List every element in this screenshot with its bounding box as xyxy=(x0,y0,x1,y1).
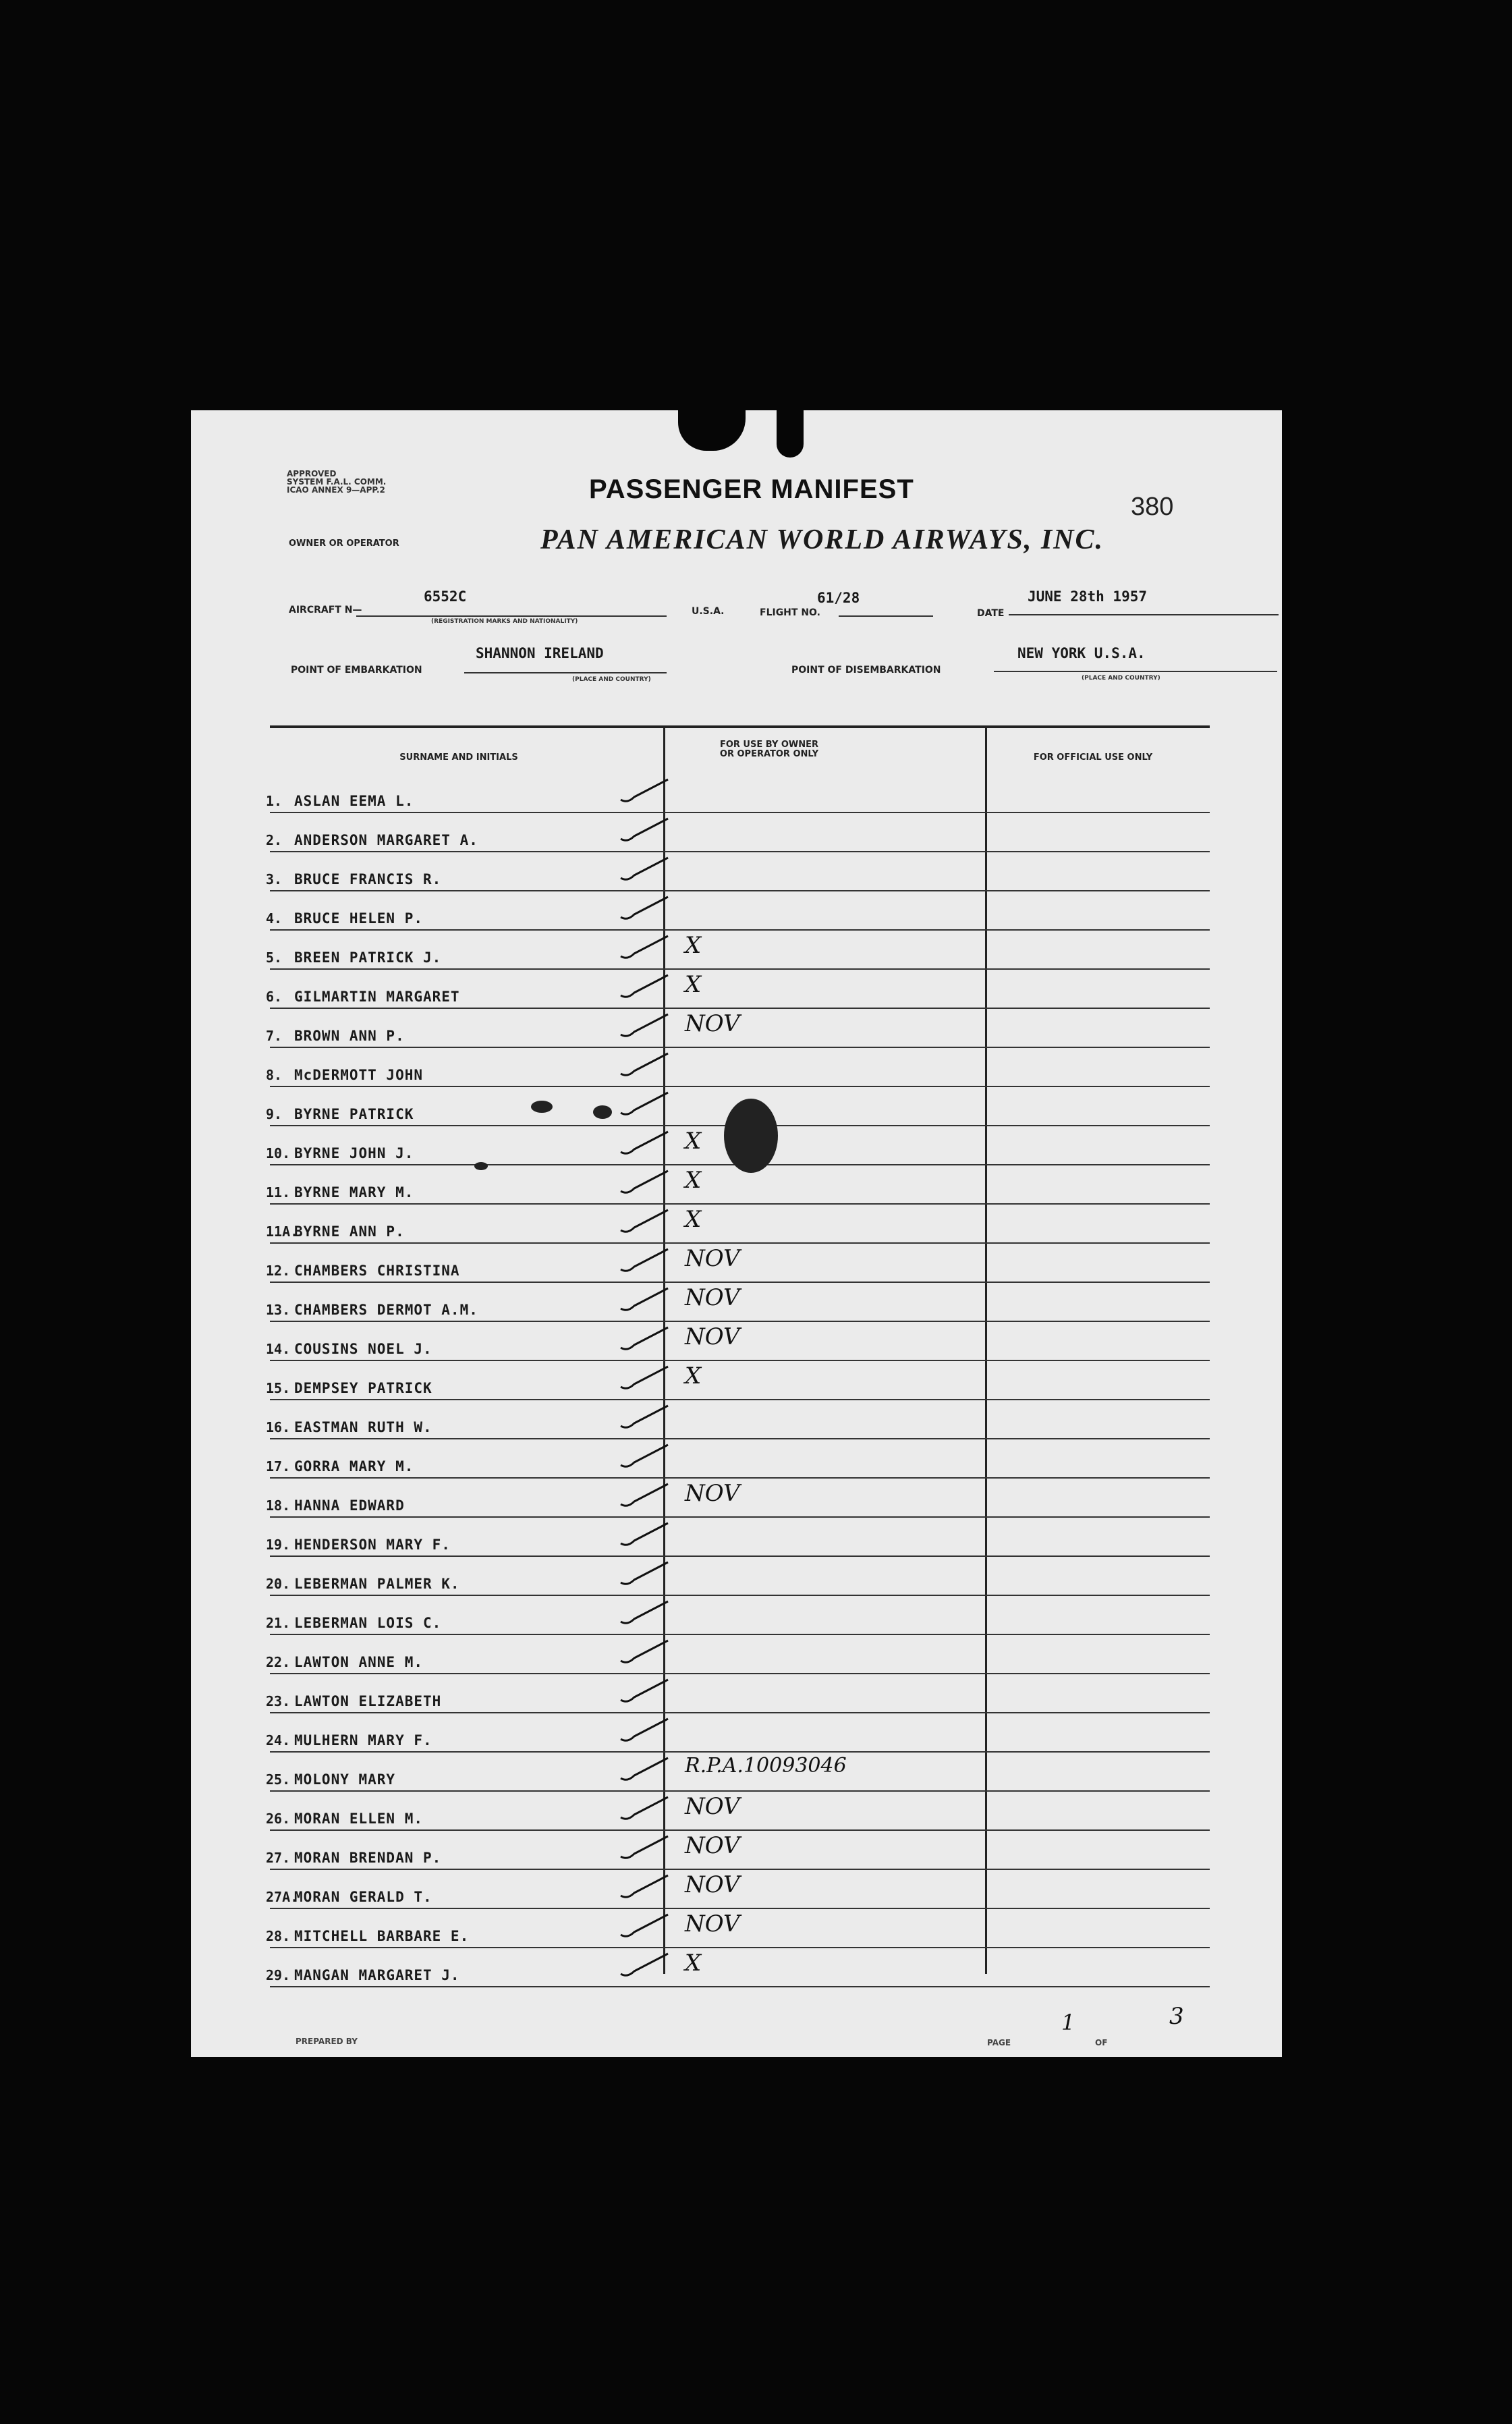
row-number: 23. xyxy=(266,1693,291,1709)
passenger-name: BRUCE HELEN P. xyxy=(294,910,424,927)
owner-mark: NOV xyxy=(685,1871,740,1898)
row-number: 5. xyxy=(266,949,283,966)
date-value: JUNE 28th 1957 xyxy=(1028,588,1148,605)
check-mark xyxy=(621,1523,668,1545)
of-value: 3 xyxy=(1169,2003,1184,2030)
row-number: 8. xyxy=(266,1067,283,1083)
flight-label: FLIGHT NO. xyxy=(760,607,820,618)
check-mark xyxy=(621,1445,668,1466)
row-number: 3. xyxy=(266,871,283,887)
row-number: 14. xyxy=(266,1341,291,1357)
embarkation-sub: (PLACE AND COUNTRY) xyxy=(572,676,651,683)
owner-mark: NOV xyxy=(685,1832,740,1859)
owner-mark: NOV xyxy=(685,1245,740,1272)
row-number: 15. xyxy=(266,1380,291,1396)
check-mark xyxy=(621,1562,668,1584)
owner-label: OWNER OR OPERATOR xyxy=(289,539,399,549)
col-official: FOR OFFICIAL USE ONLY xyxy=(1033,752,1153,763)
passenger-name: MULHERN MARY F. xyxy=(294,1732,432,1748)
check-mark xyxy=(621,1327,668,1349)
aircraft-sub: (REGISTRATION MARKS AND NATIONALITY) xyxy=(431,618,578,625)
check-mark xyxy=(621,1680,668,1701)
check-mark xyxy=(621,1210,668,1232)
ink-blot xyxy=(724,1099,778,1173)
aircraft-label: AIRCRAFT N— xyxy=(289,605,362,615)
check-mark xyxy=(621,1484,668,1506)
passenger-name: MITCHELL BARBARE E. xyxy=(294,1928,470,1944)
row-number: 13. xyxy=(266,1302,291,1318)
passenger-name: COUSINS NOEL J. xyxy=(294,1341,432,1357)
page-title: PASSENGER MANIFEST xyxy=(589,474,914,504)
row-number: 12. xyxy=(266,1263,291,1279)
owner-mark: X xyxy=(685,971,702,998)
approval-stamp: APPROVED SYSTEM F.A.L. COMM. ICAO ANNEX 9—APP.2 xyxy=(287,469,387,495)
row-number: 26. xyxy=(266,1811,291,1827)
page-label: PAGE xyxy=(987,2038,1011,2047)
row-number: 4. xyxy=(266,910,283,927)
passenger-name: LEBERMAN PALMER K. xyxy=(294,1576,460,1592)
check-mark xyxy=(621,779,668,801)
check-mark xyxy=(621,1954,668,1975)
check-mark xyxy=(621,858,668,879)
ink-blot xyxy=(593,1105,612,1119)
row-number: 29. xyxy=(266,1967,291,1983)
owner-mark: X xyxy=(685,1167,702,1194)
check-mark xyxy=(621,975,668,997)
passenger-name: GILMARTIN MARGARET xyxy=(294,989,460,1005)
disembarkation-label: POINT OF DISEMBARKATION xyxy=(791,665,941,676)
passenger-name: BROWN ANN P. xyxy=(294,1028,405,1044)
passenger-name: CHAMBERS CHRISTINA xyxy=(294,1263,460,1279)
row-number: 6. xyxy=(266,989,283,1005)
check-mark xyxy=(621,1367,668,1388)
disembarkation-value: NEW YORK U.S.A. xyxy=(1017,645,1146,661)
row-number: 11. xyxy=(266,1184,291,1201)
row-number: 21. xyxy=(266,1615,291,1631)
row-number: 27A. xyxy=(266,1889,299,1905)
of-label: OF xyxy=(1095,2038,1108,2047)
passenger-name: McDERMOTT JOHN xyxy=(294,1067,424,1083)
row-number: 28. xyxy=(266,1928,291,1944)
owner-mark: X xyxy=(685,932,702,959)
check-mark xyxy=(621,1014,668,1036)
passenger-name: EASTMAN RUTH W. xyxy=(294,1419,432,1435)
ink-blot xyxy=(474,1162,488,1170)
passenger-name: BYRNE ANN P. xyxy=(294,1223,405,1240)
row-number: 24. xyxy=(266,1732,291,1748)
owner-mark: NOV xyxy=(685,1480,740,1507)
row-number: 22. xyxy=(266,1654,291,1670)
check-mark xyxy=(621,1406,668,1427)
passenger-name: HENDERSON MARY F. xyxy=(294,1537,451,1553)
owner-mark: X xyxy=(685,1362,702,1389)
passenger-name: BYRNE MARY M. xyxy=(294,1184,414,1201)
row-number: 18. xyxy=(266,1497,291,1514)
check-mark xyxy=(621,1836,668,1858)
passenger-name: BREEN PATRICK J. xyxy=(294,949,442,966)
check-mark xyxy=(621,1053,668,1075)
passenger-name: MORAN ELLEN M. xyxy=(294,1811,424,1827)
page-number: 380 xyxy=(1131,493,1174,521)
check-mark xyxy=(621,1641,668,1662)
row-number: 19. xyxy=(266,1537,291,1553)
check-mark xyxy=(621,1132,668,1153)
owner-mark: NOV xyxy=(685,1323,740,1350)
passenger-name: BYRNE JOHN J. xyxy=(294,1145,414,1161)
passenger-name: LAWTON ANNE M. xyxy=(294,1654,424,1670)
row-number: 10. xyxy=(266,1145,291,1161)
passenger-name: MOLONY MARY xyxy=(294,1771,396,1788)
passenger-name: BRUCE FRANCIS R. xyxy=(294,871,442,887)
col-owner: FOR USE BY OWNER OR OPERATOR ONLY xyxy=(719,740,819,759)
owner-mark: X xyxy=(685,1950,702,1977)
row-number: 17. xyxy=(266,1458,291,1475)
check-mark xyxy=(621,1093,668,1114)
owner-mark: X xyxy=(685,1206,702,1233)
row-number: 20. xyxy=(266,1576,291,1592)
date-label: DATE xyxy=(977,608,1005,619)
check-mark xyxy=(621,1758,668,1780)
airline-name: PAN AMERICAN WORLD AIRWAYS, INC. xyxy=(540,524,1104,555)
passenger-name: MORAN GERALD T. xyxy=(294,1889,432,1905)
passenger-name: ANDERSON MARGARET A. xyxy=(294,832,478,848)
owner-mark: NOV xyxy=(685,1010,740,1037)
check-mark xyxy=(621,1288,668,1310)
row-number: 1. xyxy=(266,793,283,809)
passenger-name: MORAN BRENDAN P. xyxy=(294,1850,442,1866)
check-mark xyxy=(621,1915,668,1936)
owner-mark: NOV xyxy=(685,1284,740,1311)
check-mark xyxy=(621,1719,668,1740)
ink-blot xyxy=(531,1101,553,1113)
check-mark xyxy=(621,1601,668,1623)
passenger-name: LAWTON ELIZABETH xyxy=(294,1693,442,1709)
check-mark xyxy=(621,936,668,958)
owner-mark: NOV xyxy=(685,1793,740,1820)
row-number: 7. xyxy=(266,1028,283,1044)
page-value: 1 xyxy=(1061,2010,1075,2035)
manifest-sheet xyxy=(191,410,1282,2057)
embarkation-label: POINT OF EMBARKATION xyxy=(291,665,422,676)
check-mark xyxy=(621,897,668,918)
row-number: 16. xyxy=(266,1419,291,1435)
embarkation-value: SHANNON IRELAND xyxy=(476,645,604,661)
passenger-name: CHAMBERS DERMOT A.M. xyxy=(294,1302,478,1318)
passenger-name: DEMPSEY PATRICK xyxy=(294,1380,432,1396)
owner-mark: X xyxy=(685,1128,702,1155)
check-mark xyxy=(621,1249,668,1271)
disembarkation-sub: (PLACE AND COUNTRY) xyxy=(1082,675,1160,682)
passenger-name: GORRA MARY M. xyxy=(294,1458,414,1475)
check-mark xyxy=(621,1875,668,1897)
country-label: U.S.A. xyxy=(692,606,725,617)
check-mark xyxy=(621,1171,668,1192)
col-surname: SURNAME AND INITIALS xyxy=(399,752,518,763)
prepared-label: PREPARED BY xyxy=(296,2037,358,2046)
flight-value: 61/28 xyxy=(817,590,860,606)
row-number: 27. xyxy=(266,1850,291,1866)
check-mark xyxy=(621,1797,668,1819)
owner-mark: R.P.A.10093046 xyxy=(685,1754,847,1778)
passenger-name: MANGAN MARGARET J. xyxy=(294,1967,460,1983)
check-mark xyxy=(621,819,668,840)
row-number: 25. xyxy=(266,1771,291,1788)
owner-mark: NOV xyxy=(685,1910,740,1937)
passenger-name: LEBERMAN LOIS C. xyxy=(294,1615,442,1631)
passenger-name: ASLAN EEMA L. xyxy=(294,793,414,809)
passenger-name: BYRNE PATRICK xyxy=(294,1106,414,1122)
row-number: 2. xyxy=(266,832,283,848)
row-number: 11A. xyxy=(266,1223,299,1240)
passenger-name: HANNA EDWARD xyxy=(294,1497,405,1514)
aircraft-value: 6552C xyxy=(424,588,467,605)
row-number: 9. xyxy=(266,1106,283,1122)
